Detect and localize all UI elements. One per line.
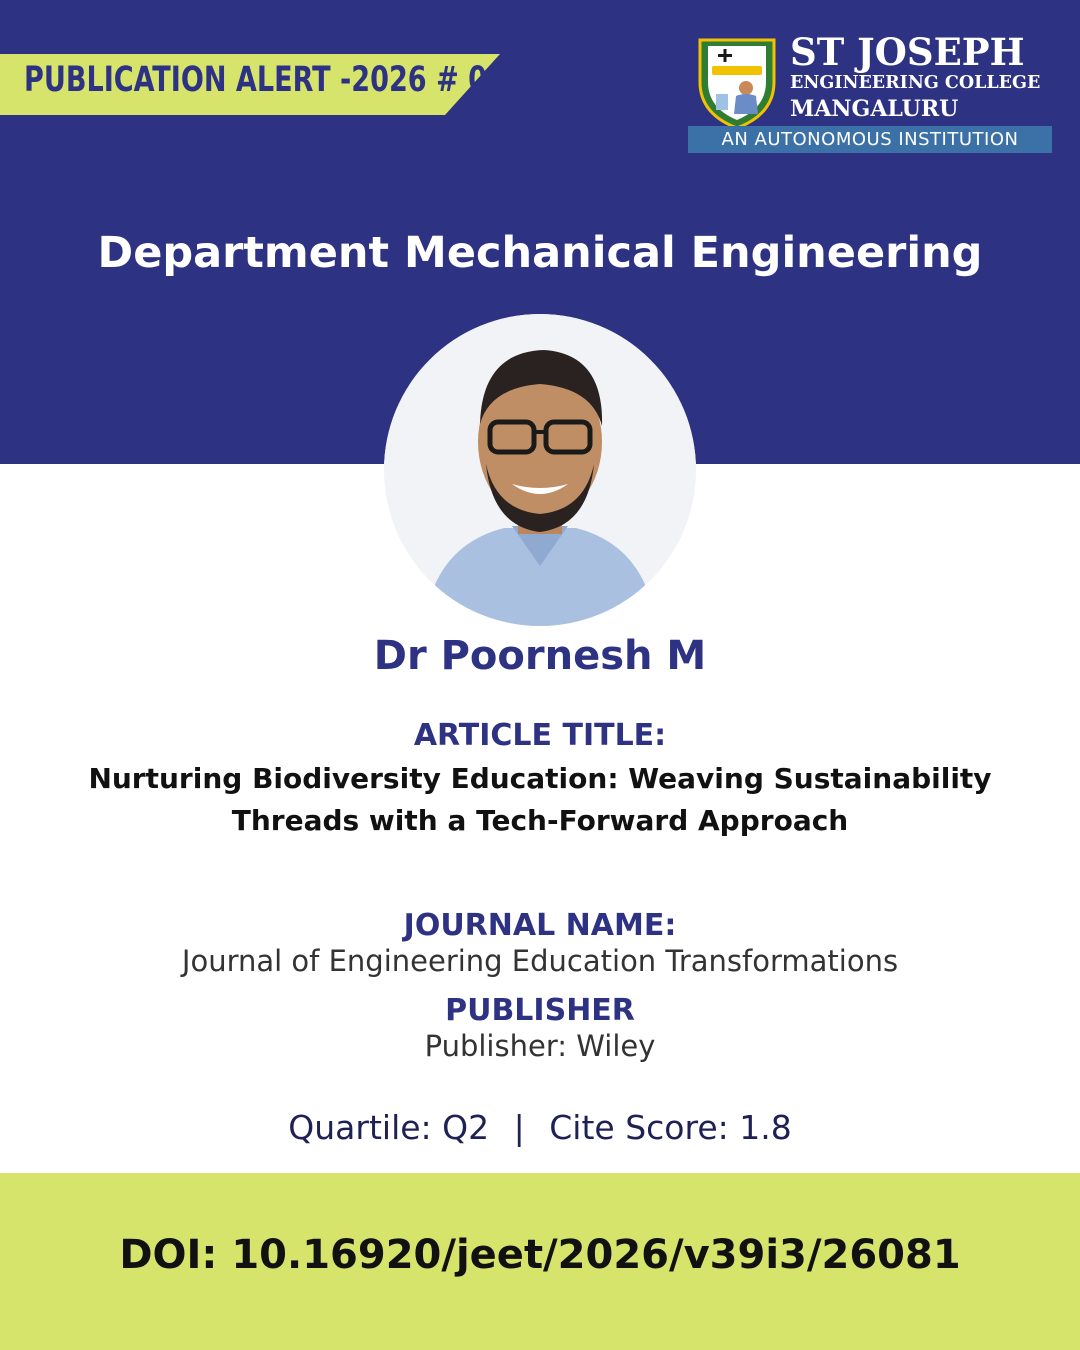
article-title-line-1: Nurturing Biodiversity Education: Weaving Sustainability — [88, 762, 992, 795]
author-name: Dr Poornesh M — [373, 633, 707, 679]
college-name-line2: ENGINEERING COLLEGE — [790, 73, 1041, 93]
publisher-label: PUBLISHER — [445, 993, 635, 1028]
department-title: Department Mechanical Engineering — [97, 228, 983, 278]
autonomous-badge: AN AUTONOMOUS INSTITUTION — [688, 126, 1052, 153]
doi-text: DOI: 10.16920/jeet/2026/v39i3/26081 — [119, 1232, 961, 1278]
journal-metrics — [0, 1108, 1080, 1147]
author-photo — [384, 314, 696, 626]
article-title-label: ARTICLE TITLE: — [413, 718, 667, 753]
college-name: ST JOSEPH — [790, 30, 1025, 74]
publication-alert-text: PUBLICATION ALERT -2026 # 03 — [24, 60, 506, 100]
journal-name: Journal of Engineering Education Transformations — [181, 944, 899, 978]
college-crest-logo — [694, 34, 780, 130]
metrics-separator: | — [513, 1108, 525, 1147]
college-city: MANGALURU — [790, 96, 959, 122]
cite-score-value: Cite Score: 1.8 — [549, 1108, 792, 1147]
article-title-line-2: Threads with a Tech-Forward Approach — [231, 804, 849, 837]
quartile-value: Quartile: Q2 — [288, 1108, 490, 1147]
publisher-value: Publisher: Wiley — [424, 1029, 656, 1063]
journal-name-label: JOURNAL NAME: — [403, 908, 677, 943]
